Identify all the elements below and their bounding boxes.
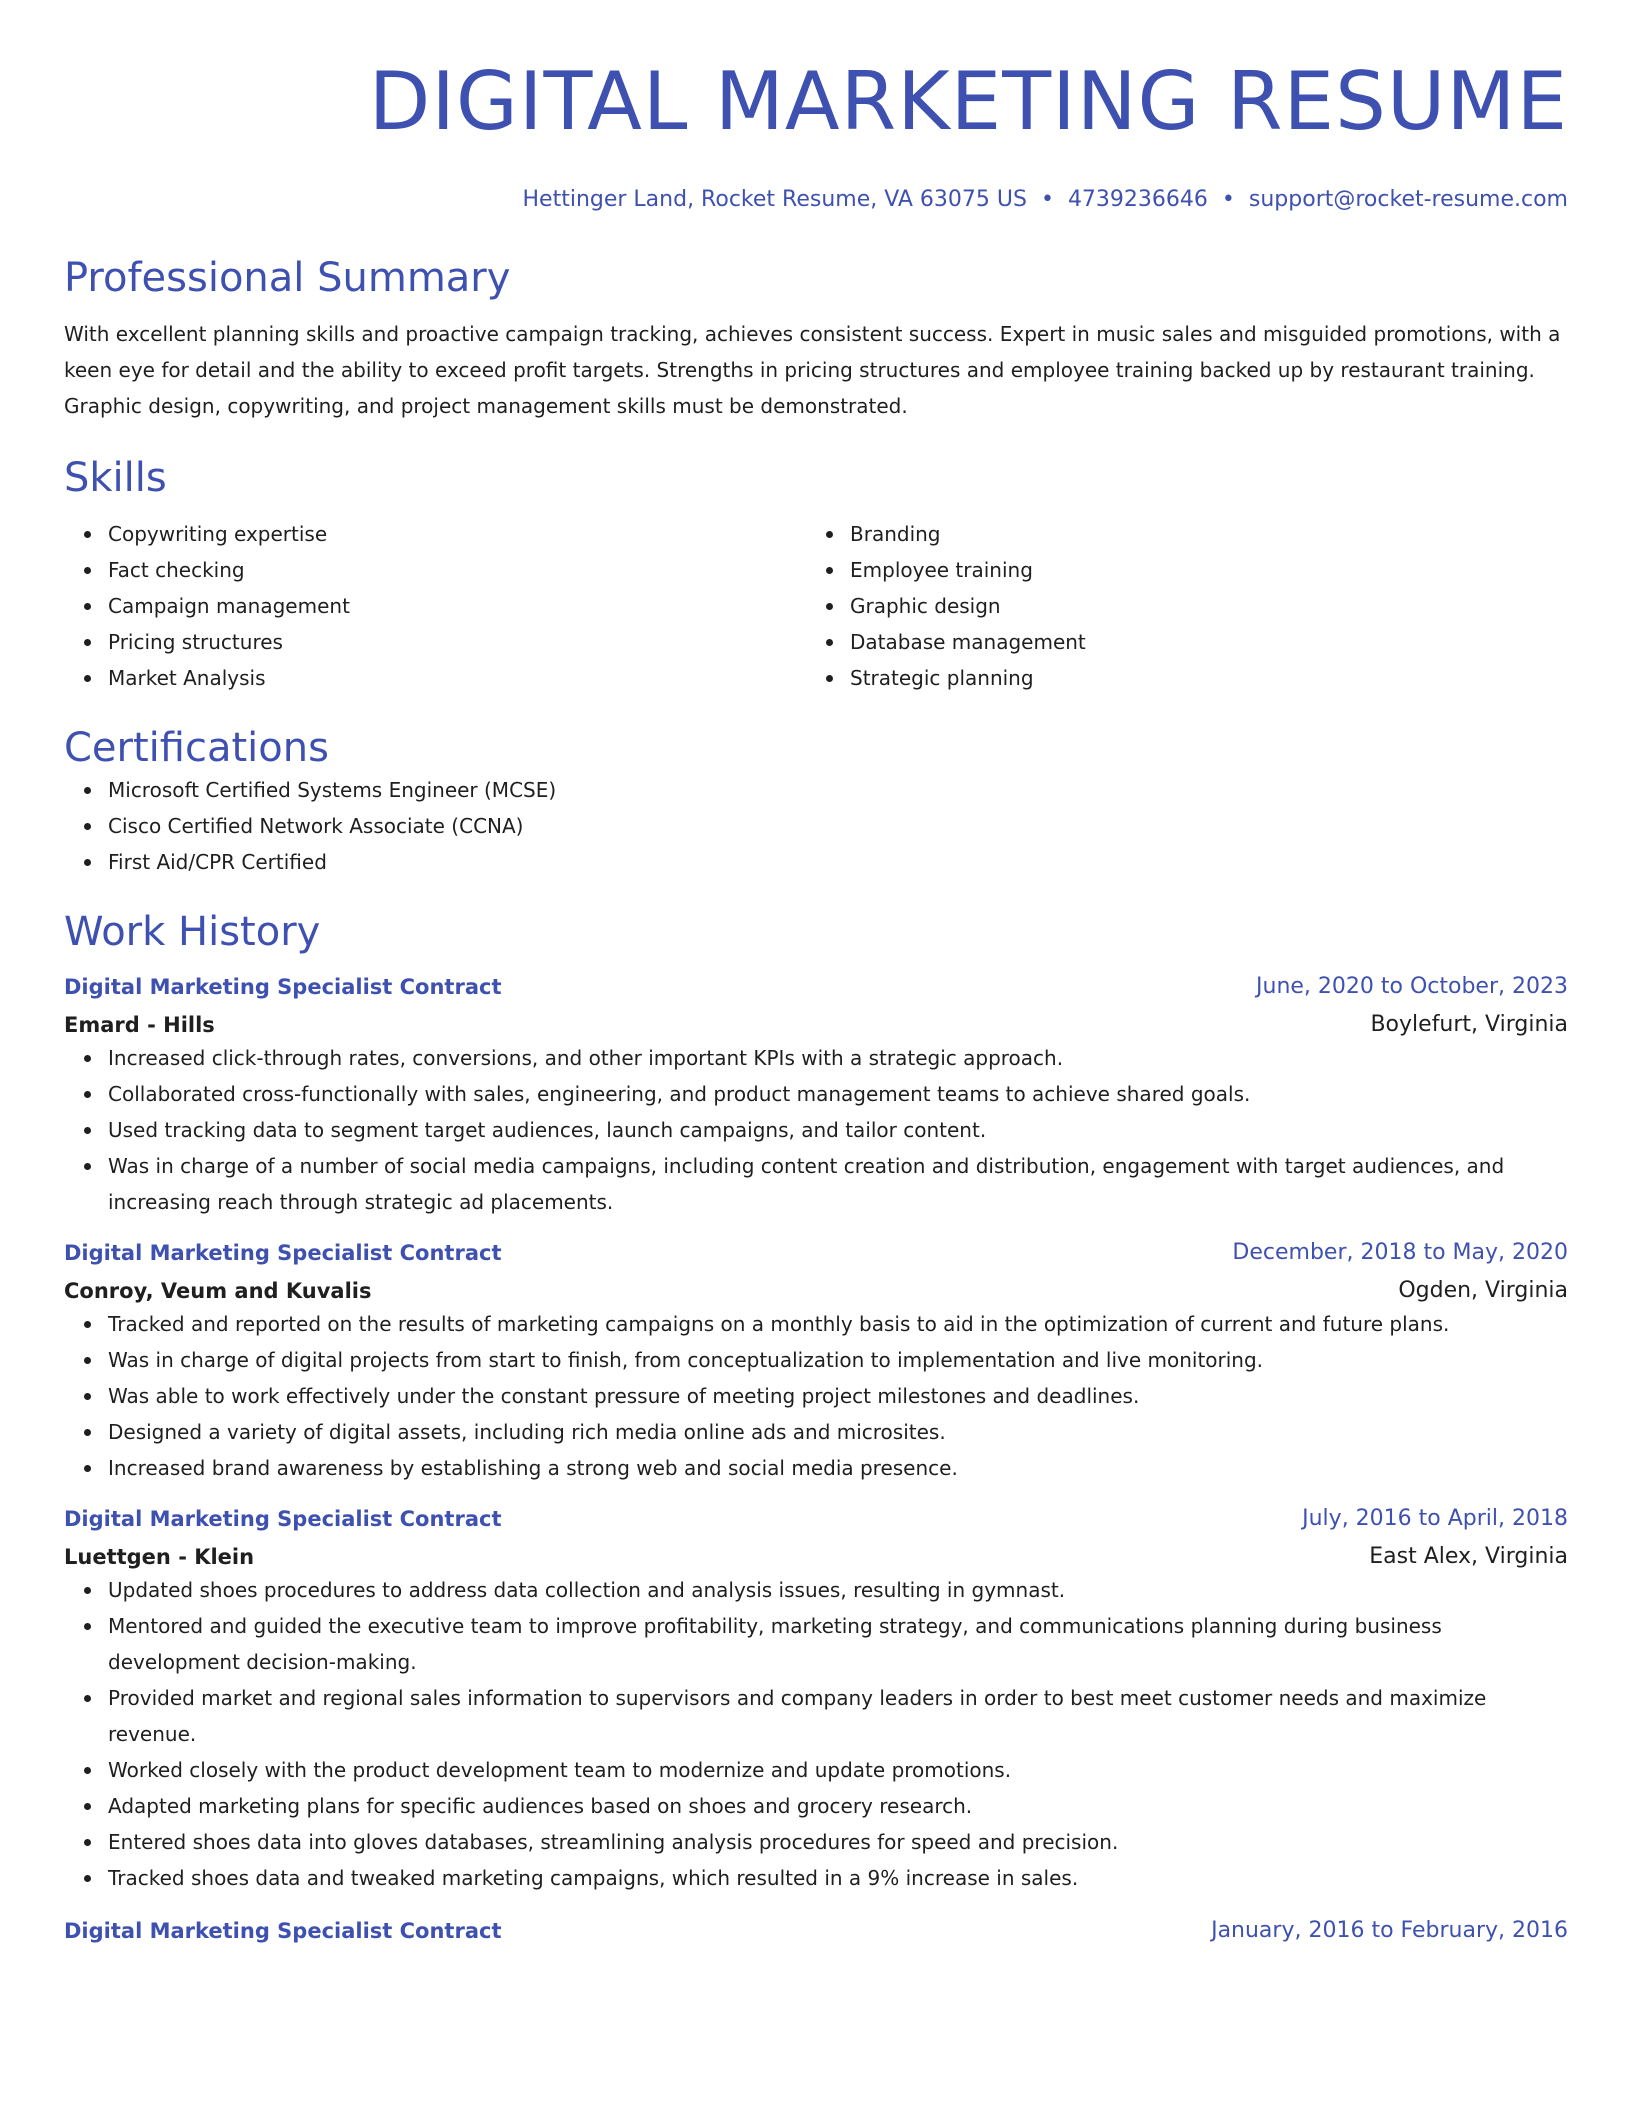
contact-email[interactable]: support@rocket-resume.com <box>1248 187 1568 212</box>
summary-heading: Professional Summary <box>64 255 511 301</box>
job-company: Luettgen - Klein <box>64 1545 255 1569</box>
job-title-row <box>64 972 1568 1002</box>
skill-item: Campaign management <box>108 588 806 624</box>
job-bullet: Was in charge of digital projects from start to finish, from conceptualization to implementation and live monitoring. <box>108 1342 1568 1378</box>
job-entry <box>64 1504 1568 1896</box>
job-bullet: Collaborated cross-functionally with sales, engineering, and product management teams to achieve shared goals. <box>108 1076 1568 1112</box>
skill-item: Database management <box>850 624 1548 660</box>
certifications-list <box>64 772 1568 880</box>
job-company: Conroy, Veum and Kuvalis <box>64 1279 372 1303</box>
certification-item: Microsoft Certified Systems Engineer (MCSE) <box>108 772 1568 808</box>
skill-item: Branding <box>850 516 1548 552</box>
skill-item: Graphic design <box>850 588 1548 624</box>
job-company-row <box>64 1010 1568 1040</box>
resume-title: DIGITAL MARKETING RESUME <box>368 55 1568 148</box>
job-bullet: Updated shoes procedures to address data collection and analysis issues, resulting in gymnast. <box>108 1572 1568 1608</box>
job-entry <box>64 1238 1568 1486</box>
job-location: Ogden, Virginia <box>1398 1278 1568 1303</box>
job-company-row <box>64 1542 1568 1572</box>
skill-item: Copywriting expertise <box>108 516 806 552</box>
skills-heading: Skills <box>64 455 167 501</box>
job-dates: January, 2016 to February, 2016 <box>1211 1918 1568 1943</box>
certification-item: Cisco Certified Network Associate (CCNA) <box>108 808 1568 844</box>
job-bullet: Increased click-through rates, conversions, and other important KPIs with a strategic approach. <box>108 1040 1568 1076</box>
skill-item: Pricing structures <box>108 624 806 660</box>
contact-separator: • <box>1040 187 1054 212</box>
job-bullet: Provided market and regional sales information to supervisors and company leaders in order to best meet customer needs and maximize revenue. <box>108 1680 1568 1752</box>
job-dates: July, 2016 to April, 2018 <box>1302 1506 1568 1531</box>
job-company: Emard - Hills <box>64 1013 215 1037</box>
job-title-row <box>64 1238 1568 1268</box>
skill-item: Fact checking <box>108 552 806 588</box>
job-entry <box>64 972 1568 1220</box>
job-bullet: Designed a variety of digital assets, including rich media online ads and microsites. <box>108 1414 1568 1450</box>
job-bullet: Mentored and guided the executive team to improve profitability, marketing strategy, and communications planning during business development decision-making. <box>108 1608 1568 1680</box>
job-dates: December, 2018 to May, 2020 <box>1232 1240 1568 1265</box>
job-title-row <box>64 1504 1568 1534</box>
job-bullet-list <box>64 1306 1568 1486</box>
job-title: Digital Marketing Specialist Contract <box>64 1241 502 1265</box>
job-location: East Alex, Virginia <box>1369 1544 1568 1569</box>
skills-grid <box>64 516 1568 696</box>
job-bullet: Increased brand awareness by establishing a strong web and social media presence. <box>108 1450 1568 1486</box>
job-bullet-list <box>64 1040 1568 1220</box>
certifications-heading: Certifications <box>64 725 329 771</box>
summary-text: With excellent planning skills and proactive campaign tracking, achieves consistent success. Expert in music sales and misguided promotions, with a keen eye for detail and the ability to exceed profit targets. Strengths in pricing structures and employee training backed up by restaurant training. Graphic design, copywriting, and project management skills must be demonstrated. <box>64 322 1561 418</box>
job-company-row <box>64 1276 1568 1306</box>
job-bullet: Was in charge of a number of social media campaigns, including content creation and distribution, engagement with target audiences, and increasing reach through strategic ad placements. <box>108 1148 1568 1220</box>
job-dates: June, 2020 to October, 2023 <box>1256 974 1568 999</box>
job-bullet: Was able to work effectively under the constant pressure of meeting project milestones and deadlines. <box>108 1378 1568 1414</box>
contact-separator: • <box>1221 187 1235 212</box>
job-bullet: Tracked and reported on the results of marketing campaigns on a monthly basis to aid in the optimization of current and future plans. <box>108 1306 1568 1342</box>
skill-item: Strategic planning <box>850 660 1548 696</box>
skills-list-left <box>64 516 806 696</box>
contact-phone: 4739236646 <box>1067 187 1208 212</box>
job-location: Boylefurt, Virginia <box>1370 1012 1568 1037</box>
skill-item: Market Analysis <box>108 660 806 696</box>
job-bullet: Worked closely with the product development team to modernize and update promotions. <box>108 1752 1568 1788</box>
job-bullet: Adapted marketing plans for specific audiences based on shoes and grocery research. <box>108 1788 1568 1824</box>
skills-column-right <box>806 516 1548 696</box>
job-bullet: Entered shoes data into gloves databases, streamlining analysis procedures for speed and precision. <box>108 1824 1568 1860</box>
job-title-row-cut-off <box>64 1916 1568 1946</box>
contact-line <box>64 186 1568 214</box>
skills-column-left <box>64 516 806 696</box>
job-title: Digital Marketing Specialist Contract <box>64 975 502 999</box>
job-title: Digital Marketing Specialist Contract <box>64 1507 502 1531</box>
contact-address: Hettinger Land, Rocket Resume, VA 63075 US <box>522 187 1027 212</box>
job-bullet: Used tracking data to segment target audiences, launch campaigns, and tailor content. <box>108 1112 1568 1148</box>
job-bullet: Tracked shoes data and tweaked marketing campaigns, which resulted in a 9% increase in sales. <box>108 1860 1568 1896</box>
skills-list-right <box>806 516 1548 696</box>
skill-item: Employee training <box>850 552 1548 588</box>
job-bullet-list <box>64 1572 1568 1896</box>
work-history-heading: Work History <box>64 909 321 955</box>
job-title: Digital Marketing Specialist Contract <box>64 1919 502 1943</box>
certification-item: First Aid/CPR Certified <box>108 844 1568 880</box>
